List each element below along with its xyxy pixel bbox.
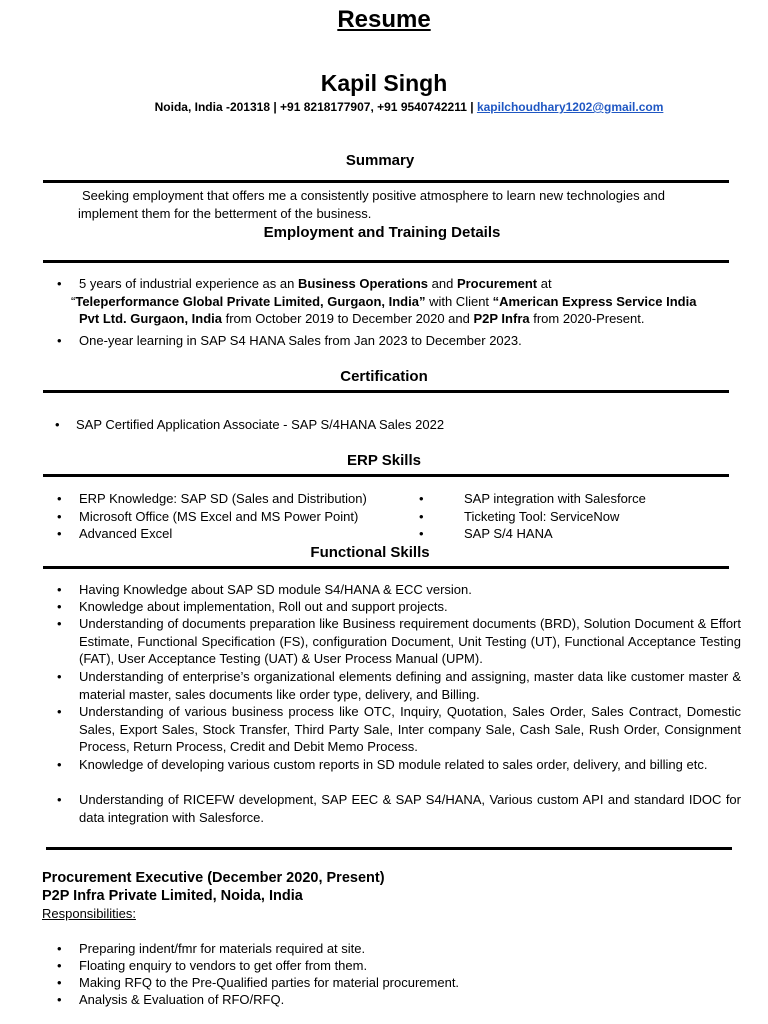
employment-item-2 <box>57 332 747 350</box>
summary-heading: Summary <box>345 152 415 169</box>
functional-skill-item: • Understanding of various business process like OTC, Inquiry, Quotation, Sales Order, Sales Contract, Domestic Sales, Export Sales, Stock Transfer, Third Party Sale, Inter company Sale, Cash Sale, Rush Order, Consignment Process, Return Process, Credit and Debit Memo Process. <box>57 704 741 754</box>
section-divider <box>43 566 729 569</box>
employment-heading: Employment and Training Details <box>263 224 501 241</box>
bullet: • <box>57 491 62 506</box>
erp-skill-item: • Microsoft Office (MS Excel and MS Power Point) <box>57 509 359 524</box>
employment-item-1-line-3: Pvt Ltd. Gurgaon, India from October 2019 to December 2020 and P2P Infra from 2020-Present. <box>79 311 645 326</box>
bullet: • <box>57 992 62 1007</box>
certification-item <box>55 416 745 434</box>
bullet: • <box>57 582 62 597</box>
bullet: • <box>57 333 62 348</box>
erp-skill-item: • Advanced Excel <box>57 526 173 541</box>
functional-skill-item: • Knowledge about implementation, Roll out and support projects. <box>57 599 448 614</box>
bullet: • <box>57 792 62 807</box>
bullet: • <box>57 941 62 956</box>
certification-item-text: SAP Certified Application Associate - SAP S/4HANA Sales 2022 <box>76 417 445 432</box>
job-company: P2P Infra Private Limited, Noida, India <box>42 888 303 904</box>
section-divider <box>46 847 732 850</box>
summary-line-1: Seeking employment that offers me a consistently positive atmosphere to learn new technologies and <box>82 188 665 203</box>
bullet: • <box>57 276 62 291</box>
responsibility-item: • Preparing indent/fmr for materials required at site. <box>57 941 366 956</box>
document-title: Resume <box>337 6 431 33</box>
functional-skill-item: • Having Knowledge about SAP SD module S4/HANA & ECC version. <box>57 582 472 597</box>
bullet: • <box>57 757 62 772</box>
employment-item-1-line-2: “Teleperformance Global Private Limited, Gurgaon, India” with Client “American Express Service India <box>71 294 697 309</box>
bullet: • <box>419 491 424 506</box>
section-divider <box>43 474 729 477</box>
functional-skills-heading: Functional Skills <box>310 544 430 561</box>
functional-skill-item: • Understanding of documents preparation like Business requirement documents (BRD), Solution Document & Effort Estimate, Functional Specification (FS), configuration Document, Unit Testing (UT), Functional Acceptance Testing (FAT), User Acceptance Testing (UAT) & User Process Manual (UPM). <box>57 616 741 666</box>
erp-skill-item: • SAP integration with Salesforce <box>419 491 646 506</box>
contact-details: Noida, India -201318 | +91 8218177907, +91 9540742211 | <box>154 100 474 114</box>
bullet: • <box>57 958 62 973</box>
bullet: • <box>57 669 62 684</box>
bullet: • <box>57 616 62 631</box>
functional-skill-item: • Knowledge of developing various custom reports in SD module related to sales order, delivery, and billing etc. <box>57 757 708 772</box>
employment-item-1 <box>57 275 747 335</box>
bullet: • <box>57 975 62 990</box>
erp-skill-item: • ERP Knowledge: SAP SD (Sales and Distribution) <box>57 491 367 506</box>
contact-line <box>0 100 768 114</box>
job-title: Procurement Executive (December 2020, Present) <box>42 870 385 886</box>
summary-line-2: implement them for the betterment of the business. <box>78 206 372 221</box>
section-divider <box>43 390 729 393</box>
erp-skills-heading: ERP Skills <box>347 452 421 469</box>
bullet: • <box>55 417 60 432</box>
responsibility-item: • Floating enquiry to vendors to get offer from them. <box>57 958 368 973</box>
functional-skill-item: • Understanding of RICEFW development, SAP EEC & SAP S4/HANA, Various custom API and standard IDOC for data integration with Salesforce. <box>57 792 741 825</box>
employment-item-1-line-1: 5 years of industrial experience as an Business Operations and Procurement at <box>79 276 552 291</box>
bullet: • <box>57 509 62 524</box>
functional-skill-item: • Understanding of enterprise’s organizational elements defining and assigning, master data like customer master & material master, sales documents like order type, delivery, and Billing. <box>57 669 741 702</box>
bullet: • <box>57 526 62 541</box>
bullet: • <box>57 599 62 614</box>
email-link[interactable]: kapilchoudhary1202@gmail.com <box>476 100 664 114</box>
certification-heading: Certification <box>340 368 428 385</box>
candidate-name: Kapil Singh <box>320 70 448 96</box>
erp-skill-item: • SAP S/4 HANA <box>419 526 553 541</box>
erp-skill-item: • Ticketing Tool: ServiceNow <box>419 509 620 524</box>
bullet: • <box>419 509 424 524</box>
section-divider <box>43 180 729 183</box>
responsibility-item: • Analysis & Evaluation of RFO/RFQ. <box>57 992 285 1007</box>
responsibility-item: • Making RFQ to the Pre-Qualified parties for material procurement. <box>57 975 460 990</box>
employment-item-2-text: One-year learning in SAP S4 HANA Sales from Jan 2023 to December 2023. <box>79 333 522 348</box>
bullet: • <box>419 526 424 541</box>
bullet: • <box>57 704 62 719</box>
responsibilities-label: Responsibilities: <box>42 906 136 921</box>
section-divider <box>43 260 729 263</box>
